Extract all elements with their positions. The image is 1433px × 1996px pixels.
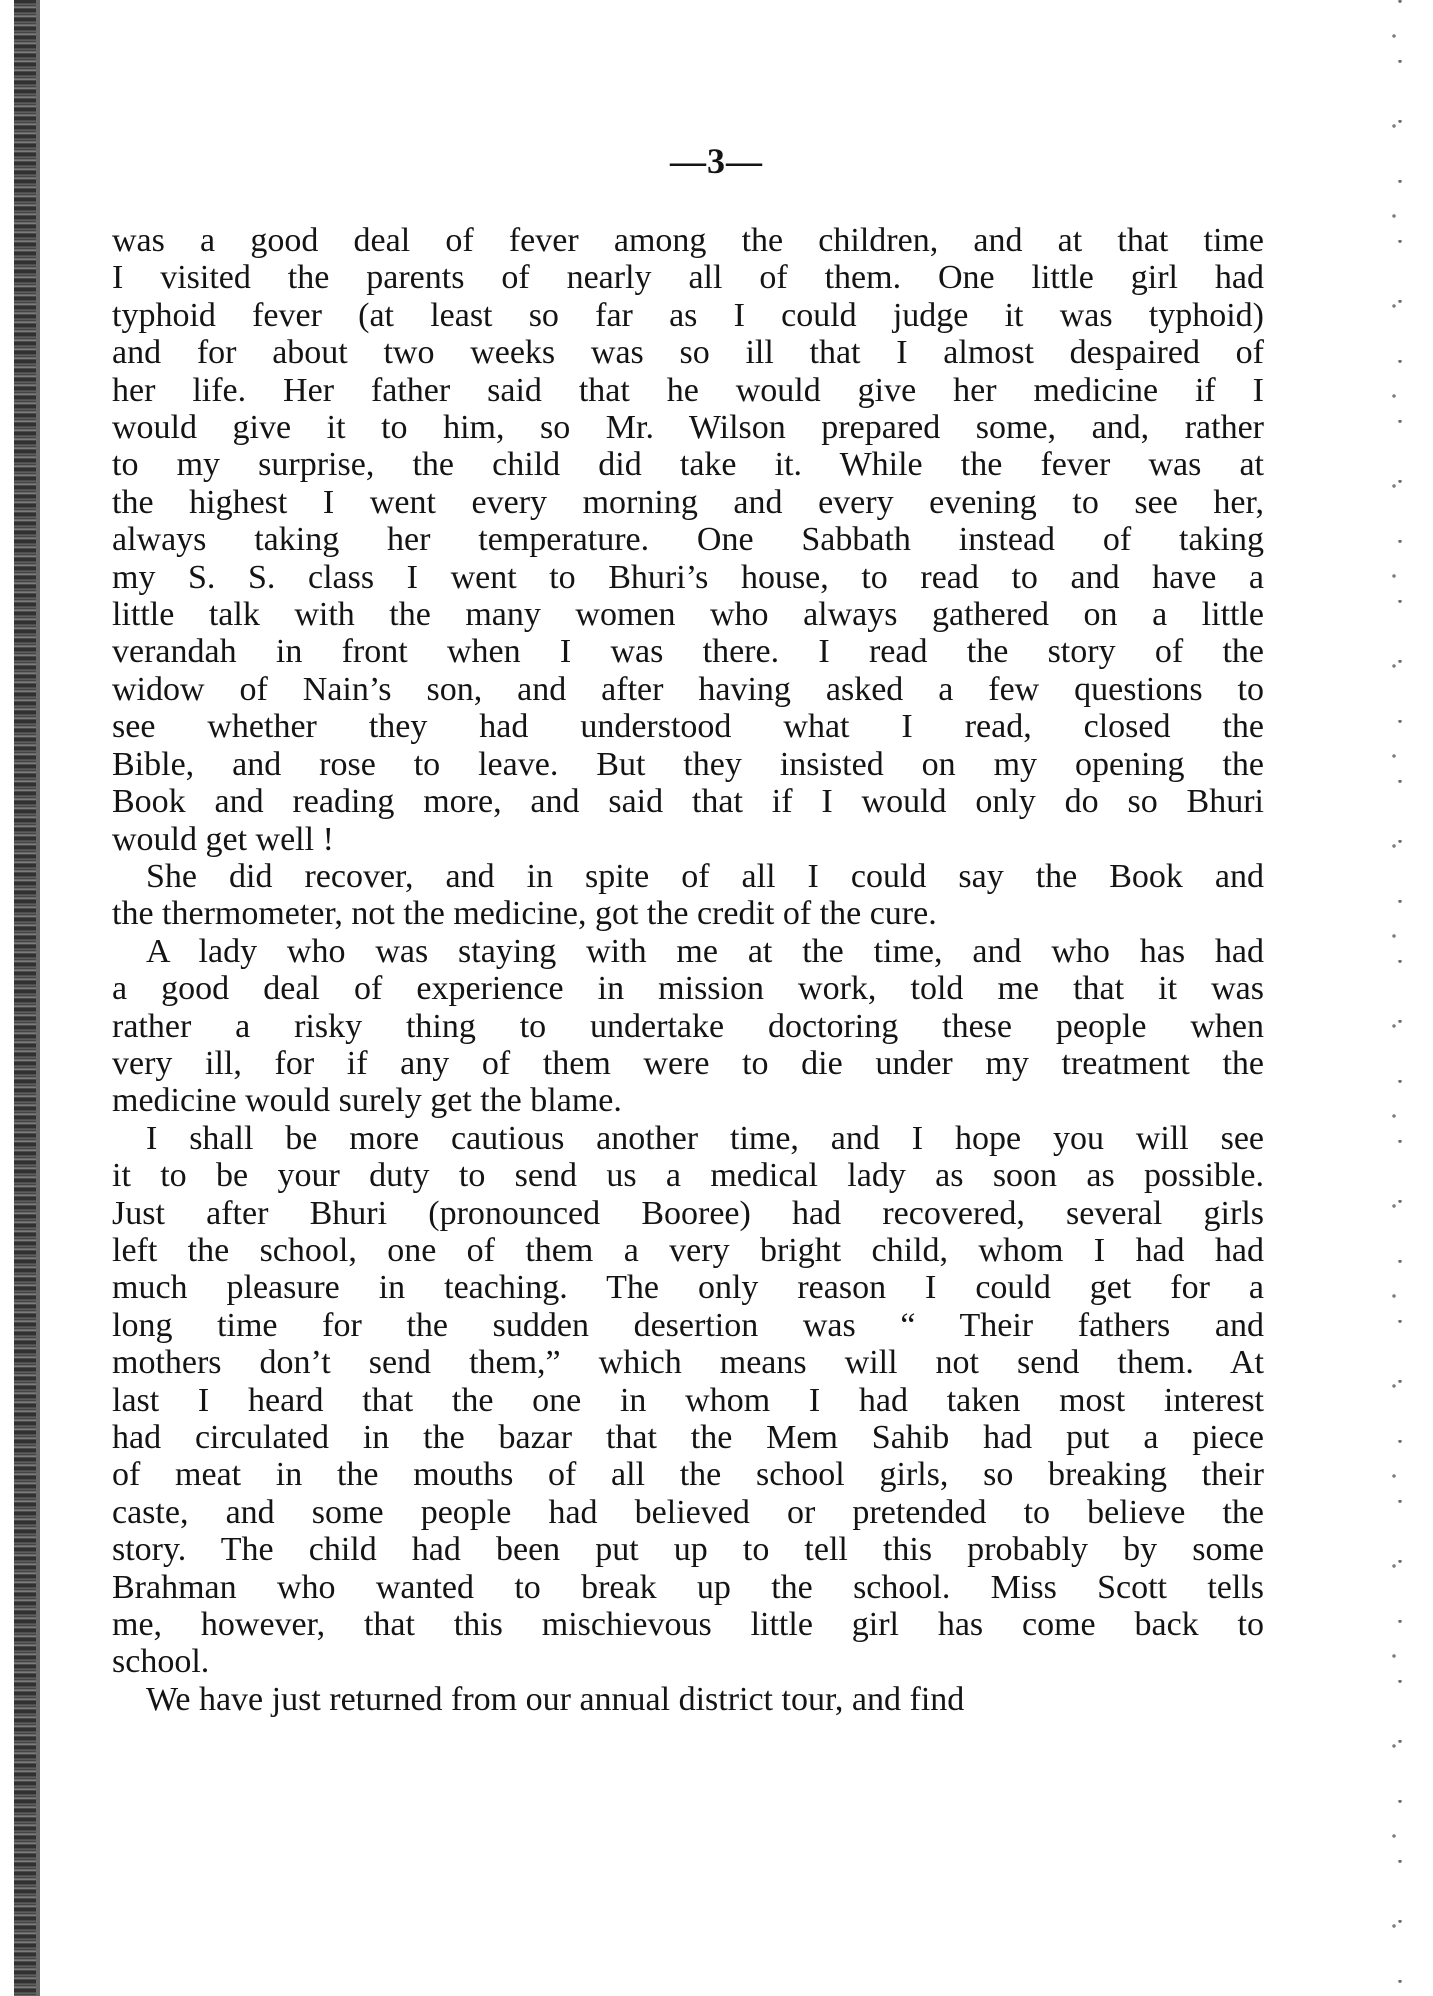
text-line: it to be your duty to send us a medical lady as soon as possible. [112,1157,1264,1195]
text-line: medicine would surely get the blame. [112,1082,622,1120]
text-line: the thermometer, not the medicine, got the credit of the cure. [112,895,937,933]
text-line: typhoid fever (at least so far as I could judge it was typhoid) [112,296,1264,334]
text-line: story. The child had been put up to tell this probably by some [112,1531,1264,1569]
text-line: was a good deal of fever among the children, and at that time [112,222,1264,259]
text-line: left the school, one of them a very bright child, whom I had had [112,1231,1264,1269]
text-line: my S. S. class I went to Bhuri’s house, to read to and have a [112,558,1264,596]
text-line: to my surprise, the child did take it. While the fever was at [112,446,1264,484]
text-line: her life. Her father said that he would give her medicine if I [112,371,1264,409]
text-line: would get well ! [112,820,334,858]
text-line: very ill, for if any of them were to die under my treatment the [112,1044,1264,1082]
text-line: little talk with the many women who always gathered on a little [112,596,1264,634]
text-line: Brahman who wanted to break up the school. Miss Scott tells [112,1568,1264,1606]
text-line: me, however, that this mischievous little girl has come back to [112,1606,1264,1644]
paragraph [112,1681,1264,1718]
page-number: —3— [670,141,763,181]
text-line: Just after Bhuri (pronounced Booree) had recovered, several girls [112,1194,1264,1232]
paragraph [112,1120,1264,1681]
text-line: I shall be more cautious another time, and I hope you will see [146,1119,1264,1157]
text-line: rather a risky thing to undertake doctoring these people when [112,1007,1264,1045]
text-line: We have just returned from our annual district tour, and find [146,1680,965,1718]
text-line: A lady who was staying with me at the time, and who has had [146,932,1264,970]
scan-shadow-left [14,0,36,1996]
text-line: last I heard that the one in whom I had taken most interest [112,1381,1264,1419]
scan-specks-right [1385,0,1415,1996]
scan-binding-line [36,0,40,1996]
text-line: see whether they had understood what I read, closed the [112,708,1264,746]
text-line: long time for the sudden desertion was “ Their fathers and [112,1306,1264,1344]
text-line: I visited the parents of nearly all of them. One little girl had [112,259,1264,297]
text-line: the highest I went every morning and every evening to see her, [112,483,1264,521]
text-line: a good deal of experience in mission work, told me that it was [112,970,1264,1008]
text-line: caste, and some people had believed or pretended to believe the [112,1493,1264,1531]
paragraph [112,933,1264,1120]
paragraph [112,858,1264,933]
text-line: would give it to him, so Mr. Wilson prepared some, and, rather [112,409,1264,447]
text-line: She did recover, and in spite of all I could say the Book and [146,857,1264,895]
text-line: and for about two weeks was so ill that I almost despaired of [112,334,1264,372]
text-line: Bible, and rose to leave. But they insisted on my opening the [112,745,1264,783]
text-line: much pleasure in teaching. The only reason I could get for a [112,1269,1264,1307]
text-line: widow of Nain’s son, and after having asked a few questions to [112,670,1264,708]
text-line: mothers don’t send them,” which means will not send them. At [112,1344,1264,1382]
paragraph [112,222,1264,858]
page-body [112,222,1264,1718]
text-line: of meat in the mouths of all the school girls, so breaking their [112,1456,1264,1494]
text-line: had circulated in the bazar that the Mem Sahib had put a piece [112,1419,1264,1456]
text-line: Book and reading more, and said that if I would only do so Bhuri [112,783,1264,821]
text-line: school. [112,1643,210,1681]
text-line: verandah in front when I was there. I read the story of the [112,633,1264,671]
text-line: always taking her temperature. One Sabbath instead of taking [112,521,1264,559]
